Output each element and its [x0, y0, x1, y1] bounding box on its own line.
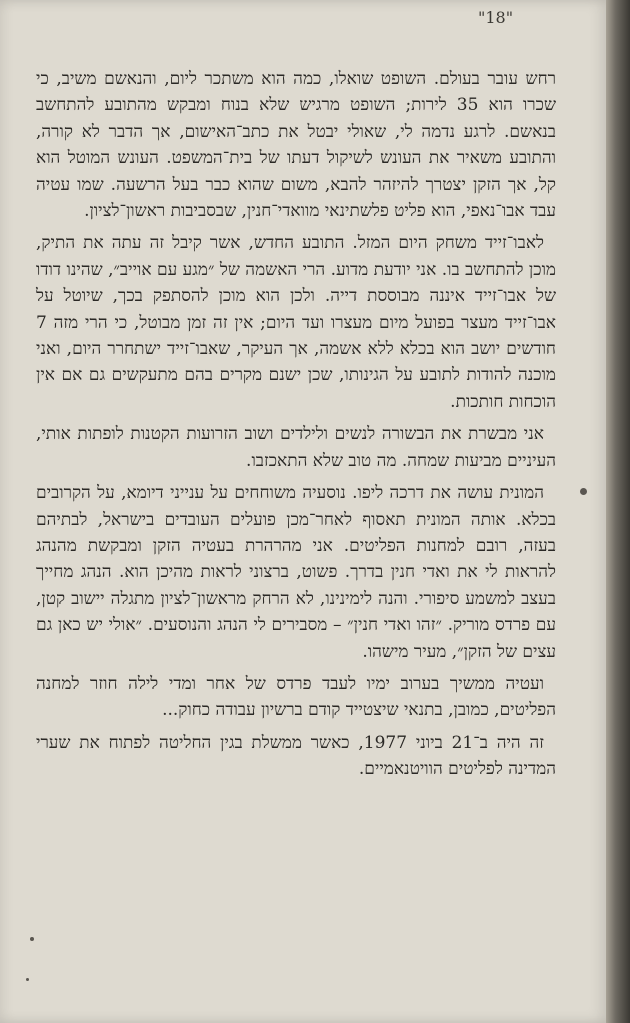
body-text [36, 66, 556, 789]
paper-speck-mark [26, 978, 29, 981]
paragraph-2: לאבו־זייד משחק היום המזל. התובע החדש, אשר קיבל זה עתה את התיק, מוכן להתחשב בו. אני יודעת מדוע. הרי האשמה של ״מגע עם אוייב״, שהינו דודו של אבו־זייד איננה מבוססת דייה. ולכן הוא מוכן להסתפק בכך, שיוטל על אבו־זייד מעצר בפועל מיום מעצרו ועד היום; אין זה זמן מבוטל, כי הרי מזה 7 חודשים יושב הוא בכלא ללא אשמה, אך העיקר, שאבו־זייד ישתחרר היום, ואני מוכנה להודות לתובע על הגינותו, שכן ישנם מקרים בהם מתעקשים גם אם אין הוכחות חותכות. [36, 233, 556, 412]
paragraph-4: המונית עושה את דרכה ליפו. נוסעיה משוחחים על ענייני דיומא, על הקרובים בכלא. אותה המונית תאסוף לאחר־מכן פועלים העובדים בישראל, לבתיהם בעזה, רובם למחנות הפליטים. אני מהרהרת בעטיה הזקן ומבקשת מהנהג להראות לי את ואדי חנין בדרך. פשוט, ברצוני לראות מהיכן הוא. הנהג מחייך בעצב למשמע סיפורי. והנה לימינינו, לא הרחק מראשון־לציון מתגלה יישוב קטן, עם פרדס מוריק. ״זהו ואדי חנין״ – מסבירים לי הנהג והנוסעים. ״אולי יש כאן גם עצים של הזקן״, מעיר מישהו. [36, 483, 556, 662]
binding-hole-mark [580, 488, 587, 495]
book-page-edge [606, 0, 630, 1023]
paper-speck-mark [30, 937, 34, 941]
page-number: "18" [478, 8, 514, 27]
paragraph-1: רחש עובר בעולם. השופט שואלו, כמה הוא משתכר ליום, והנאשם משיב, כי שכרו הוא 35 לירות; השופט מרגיש שלא בנוח ומבקש מהתובע להתחשב בנאשם. לרגע נדמה לי, שאולי יבטל את כתב־האישום, אך הדבר לא קורה, והתובע משאיר את העונש לשיקול דעתו של בית־המשפט. העונש המוטל הוא קל, אך הזקן יצטרך להיזהר להבא, משום שהוא כבר בעל הרשעה. שמו עטיה עבד אבו־נאפי, הוא פליט פלשתינאי מוואדי־חנין, שבסביבות ראשון־לציון. [36, 69, 557, 222]
paragraph-3: אני מבשרת את הבשורה לנשים ולילדים ושוב הזרועות הקטנות לופתות אותי, העיניים מביעות שמחה. מה טוב שלא התאכזבו. [36, 424, 556, 471]
paragraph-5: ועטיה ממשיך בערוב ימיו לעבד פרדס של אחר ומדי לילה חוזר למחנה הפליטים, כמובן, בתנאי שיצטייד קודם ברשיון עבודה כחוק... [36, 673, 556, 721]
paragraph-6: זה היה ב־21 ביוני 1977, כאשר ממשלת בגין החליטה לפתוח את שערי המדינה לפליטים הוויטנאמיים. [36, 732, 556, 780]
